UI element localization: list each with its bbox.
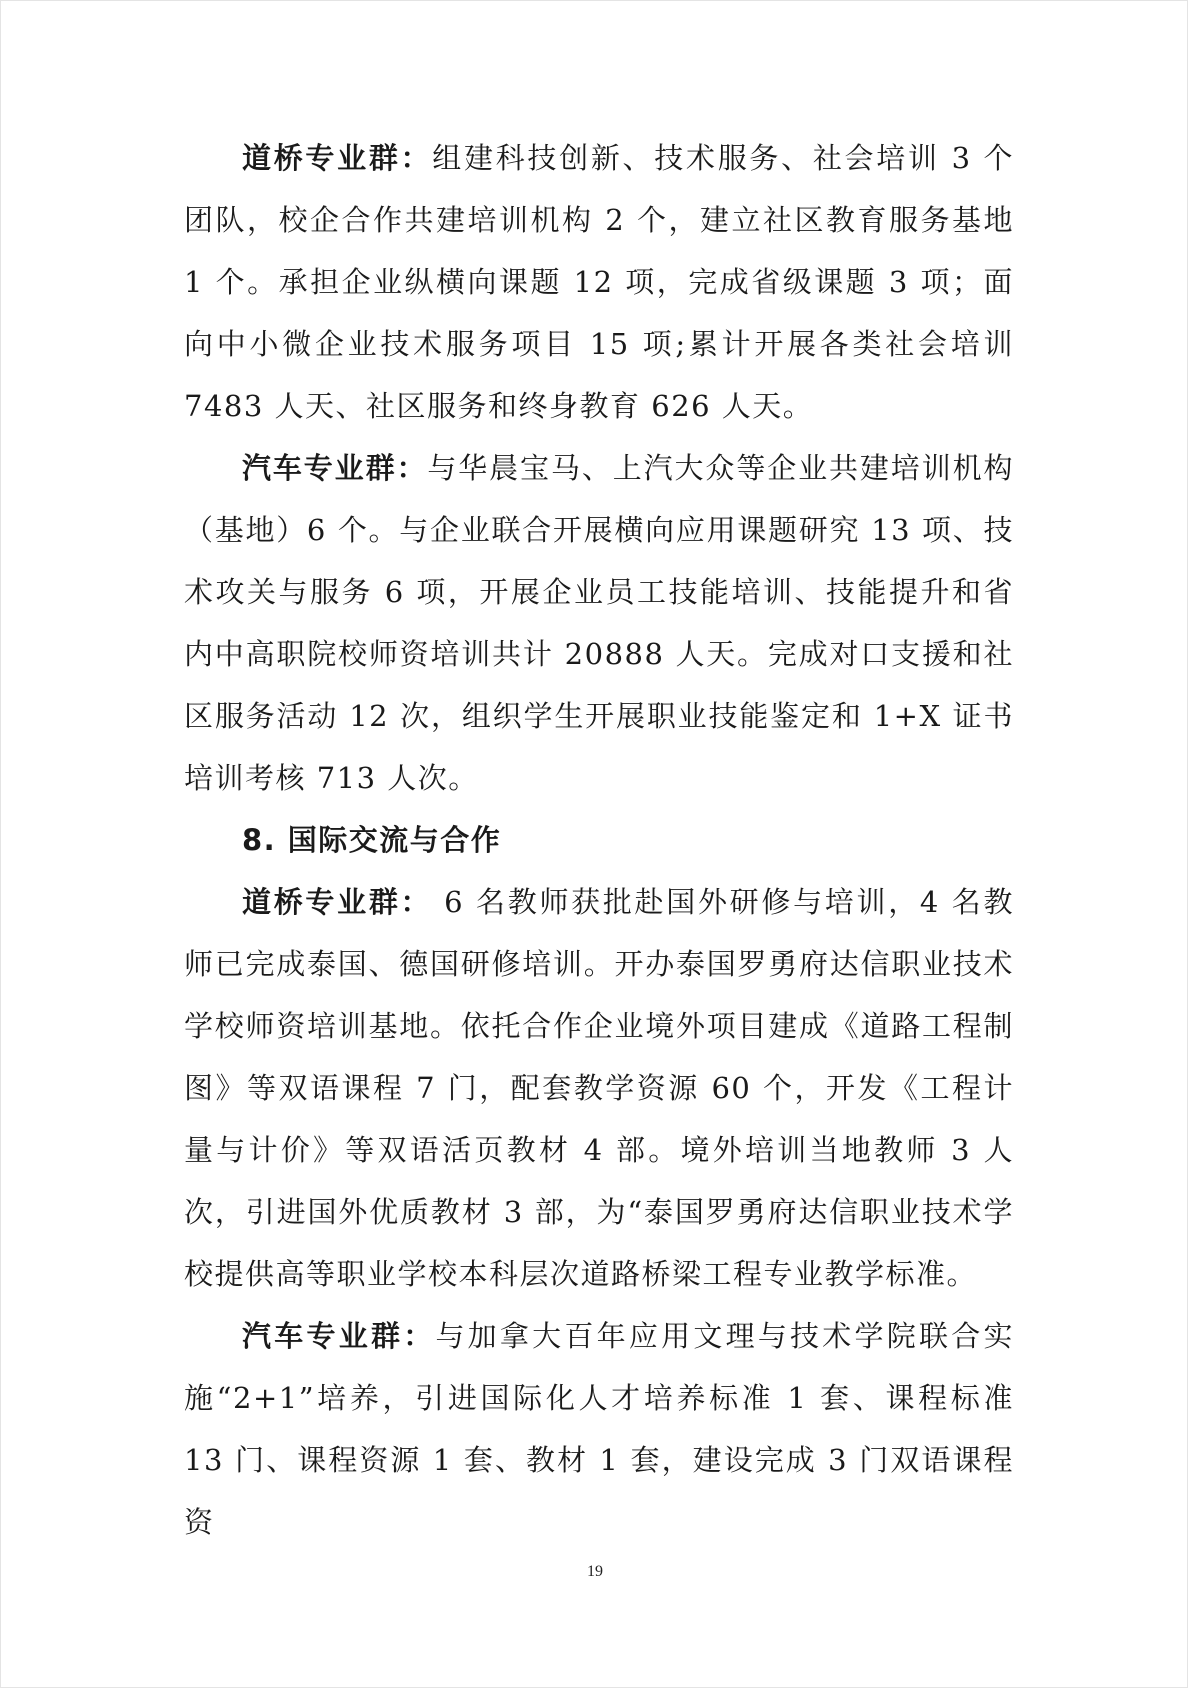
paragraph-qiche-social-service [184,437,1014,809]
paragraph-label: 道桥专业群： [242,141,433,175]
document-body [184,127,1014,1553]
paragraph-text: 与加拿大百年应用文理与技术学院联合实施“2+1”培养，引进国际化人才培养标准 1 套、课程标准 13 门、课程资源 1 套、教材 1 套，建设完成 3 门双语课程资 [184,1319,1014,1539]
paragraph-daoqiao-international [184,871,1014,1305]
section-heading: 8. 国际交流与合作 [242,823,502,857]
paragraph-label: 汽车专业群： [242,451,428,485]
paragraph-text: 6 名教师获批赴国外研修与培训，4 名教师已完成泰国、德国研修培训。开办泰国罗勇府达信职业技术学校师资培训基地。依托合作企业境外项目建成《道路工程制图》等双语课程 7 门，配套教学资源 60 个，开发《工程计量与计价》等双语活页教材 4 部。境外培训当地教师 3 人次，引进国外优质教材 3 部，为“泰国罗勇府达信职业技术学校提供高等职业学校本科层次道路桥梁工程专业教学标准。 [184,885,1014,1291]
page-number: 19 [587,1563,603,1580]
paragraph-label: 汽车专业群： [242,1319,436,1353]
paragraph-text: 与华晨宝马、上汽大众等企业共建培训机构（基地）6 个。与企业联合开展横向应用课题研究 13 项、技术攻关与服务 6 项，开展企业员工技能培训、技能提升和省内中高职院校师资培训共计 20888 人天。完成对口支援和社区服务活动 12 次，组织学生开展职业技能鉴定和 1+X 证书培训考核 713 人次。 [184,451,1014,795]
paragraph-label: 道桥专业群： [242,885,433,919]
paragraph-qiche-international [184,1305,1014,1553]
paragraph-text: 组建科技创新、技术服务、社会培训 3 个团队，校企合作共建培训机构 2 个，建立社区教育服务基地 1 个。承担企业纵横向课题 12 项，完成省级课题 3 项；面向中小微企业技术服务项目 15 项;累计开展各类社会培训 7483 人天、社区服务和终身教育 626 人天。 [184,141,1014,423]
paragraph-daoqiao-social-service [184,127,1014,437]
